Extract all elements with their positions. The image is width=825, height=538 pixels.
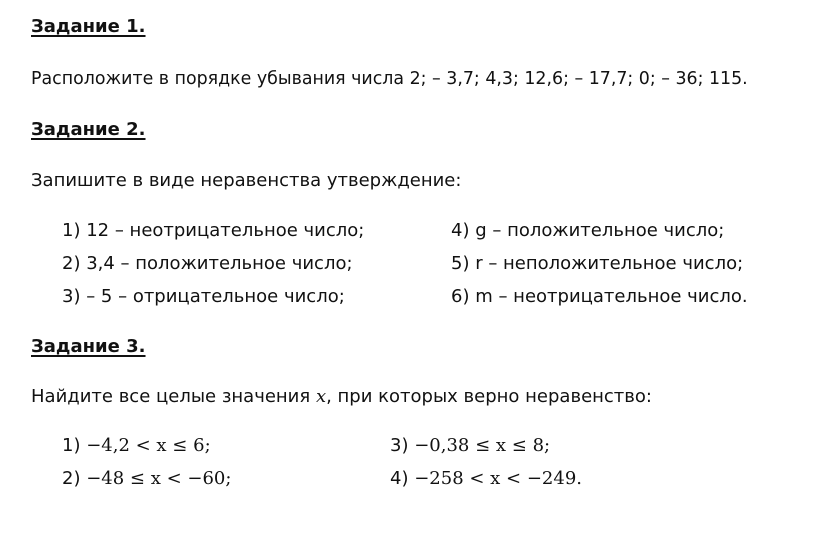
task2-item-1: 1) 12 – неотрицательное число; bbox=[62, 220, 365, 241]
task2-heading: Задание 2. bbox=[31, 119, 146, 140]
task1-text: Расположите в порядке убывания числа 2; – 3,7; 4,3; 12,6; – 17,7; 0; – 36; 115. bbox=[31, 69, 748, 89]
task3-item-1-num: 1) bbox=[62, 435, 87, 456]
task3-intro-before: Найдите все целые значения bbox=[31, 386, 316, 407]
task3-intro-after: , при которых верно неравенство: bbox=[326, 386, 652, 407]
task3-item-3-expr: −0,38 ≤ x ≤ 8; bbox=[414, 435, 551, 456]
task2-intro: Запишите в виде неравенства утверждение: bbox=[31, 170, 462, 191]
task3-intro-var: x bbox=[315, 386, 327, 407]
task3-item-3-num: 3) bbox=[390, 435, 415, 456]
task2-item-2: 2) 3,4 – положительное число; bbox=[62, 253, 353, 274]
task2-item-6: 6) m – неотрицательное число. bbox=[451, 286, 748, 307]
task3-item-3 bbox=[390, 435, 550, 456]
task2-item-4: 4) g – положительное число; bbox=[451, 220, 725, 241]
task3-item-4-num: 4) bbox=[390, 468, 415, 489]
task2-item-5: 5) r – неположительное число; bbox=[451, 253, 744, 274]
task2-item-3: 3) – 5 – отрицательное число; bbox=[62, 286, 345, 307]
task1-heading: Задание 1. bbox=[31, 16, 146, 37]
task3-item-2-expr: −48 ≤ x < −60; bbox=[86, 468, 232, 489]
task3-item-4 bbox=[390, 468, 582, 489]
task3-item-1-expr: −4,2 < x ≤ 6; bbox=[86, 435, 211, 456]
task3-heading: Задание 3. bbox=[31, 336, 146, 357]
task3-item-2-num: 2) bbox=[62, 468, 87, 489]
task3-item-1 bbox=[62, 435, 211, 456]
task3-item-4-expr: −258 < x < −249. bbox=[414, 468, 583, 489]
task3-intro bbox=[31, 386, 652, 407]
task3-item-2 bbox=[62, 468, 231, 489]
